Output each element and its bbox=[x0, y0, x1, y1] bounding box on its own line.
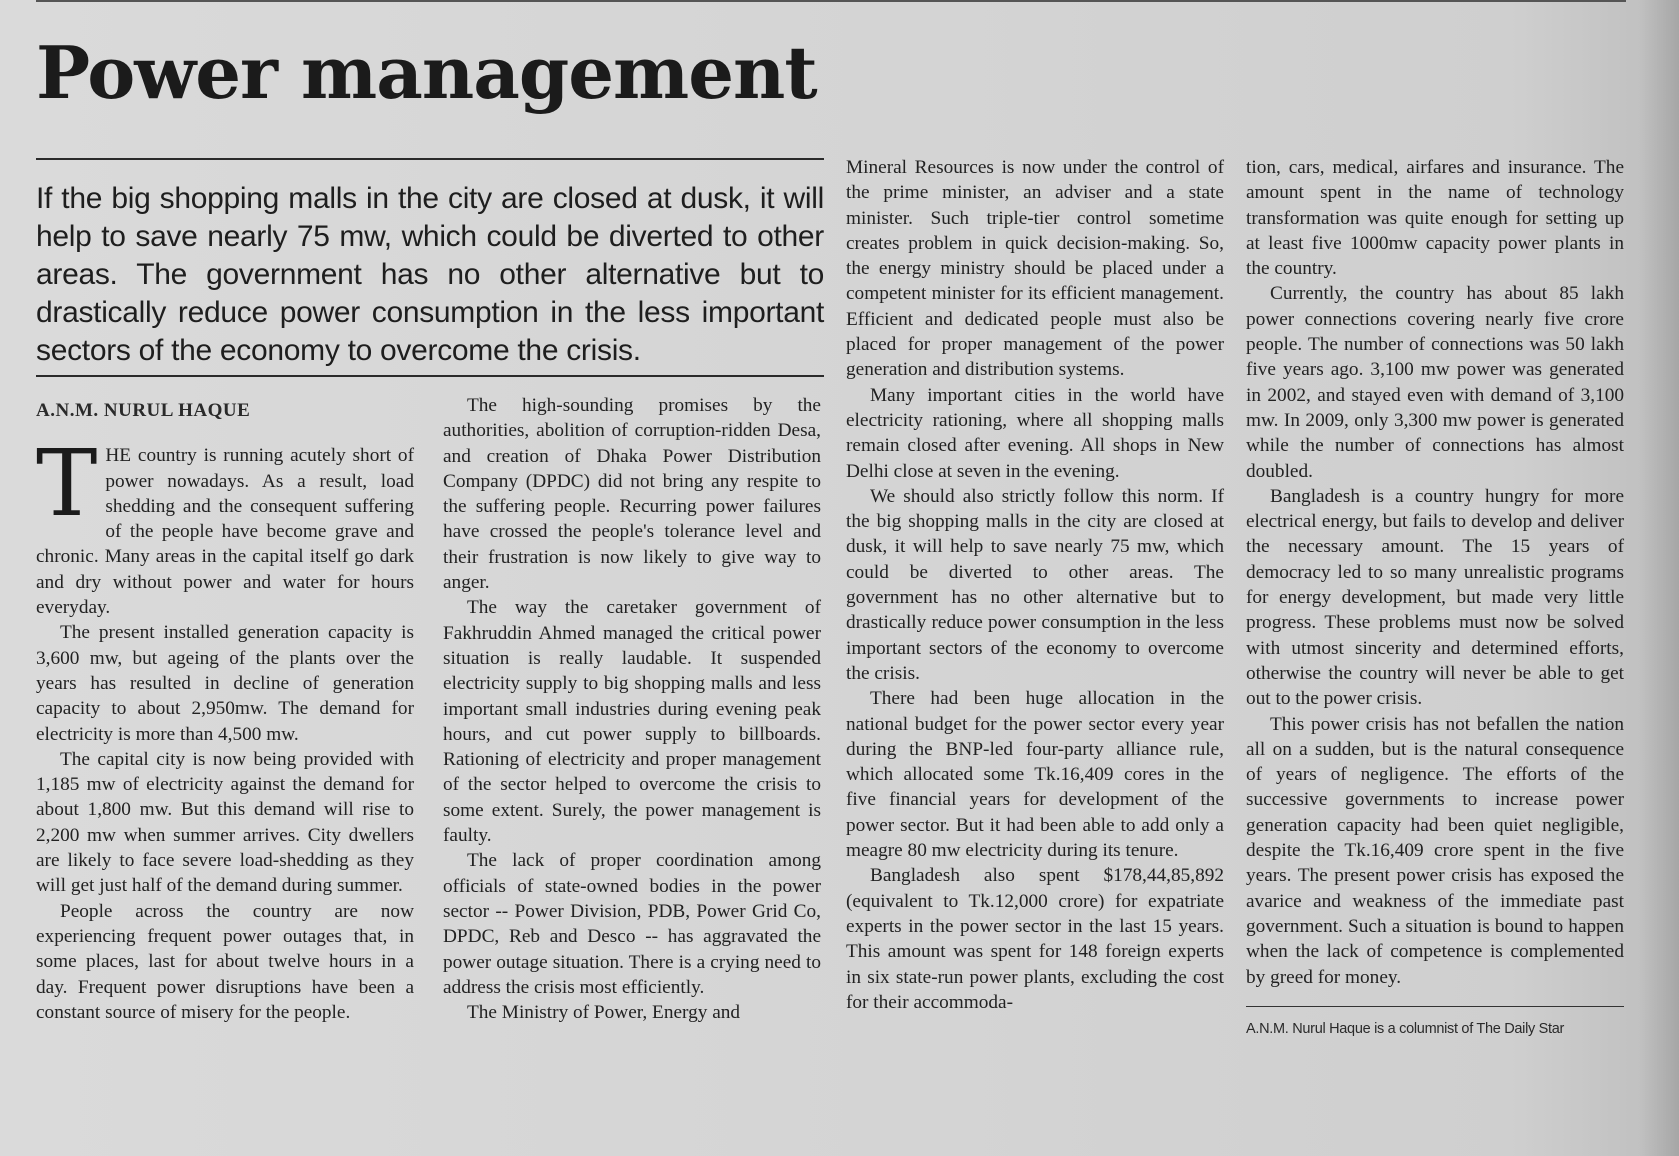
author-note: A.N.M. Nurul Haque is a columnist of The Daily Star bbox=[1246, 1020, 1565, 1037]
article-column-1 bbox=[36, 398, 414, 1025]
drop-cap: T bbox=[36, 430, 98, 538]
byline: A.N.M. NURUL HAQUE bbox=[36, 400, 251, 421]
paragraph: The lack of proper coordination among officials of state-owned bodies in the power sector -- Power Division, PDB, Power Grid Co, DPDC, Reb and Desco -- has aggravated the power outage situation. There is a crying need to address the crisis most efficiently. bbox=[443, 850, 821, 998]
paragraph: There had been huge allocation in the national budget for the power sector every year during the BNP-led four-party alliance rule, which allocated some Tk.16,409 cores in the five financial years for development of the power sector. But it had been able to add only a meagre 80 mw electricity during its tenure. bbox=[846, 688, 1224, 862]
paragraph: We should also strictly follow this norm. If the big shopping malls in the city are closed at dusk, it will help to save nearly 75 mw, which could be diverted to other areas. The government has no other alternative but to drastically reduce power consumption in the less important sectors of the economy to overcome the crisis. bbox=[846, 485, 1224, 684]
article-deck: If the big shopping malls in the city are closed at dusk, it will help to save nearly 75 mw, which could be diverted to other areas. The government has no other alternative but to drastically reduce power consumption in the less important sectors of the economy to overcome the crisis. bbox=[36, 182, 824, 367]
paragraph: Currently, the country has about 85 lakh power connections covering nearly five crore people. The number of connections was 50 lakh five years ago. 3,100 mw power was generated in 2002, and stayed even with demand of 3,100 mw. In 2009, only 3,300 mw power is generated while the number of connections has almost doubled. bbox=[1246, 283, 1624, 482]
author-note-rule bbox=[1246, 1006, 1624, 1007]
article-headline: Power management bbox=[36, 30, 817, 115]
deck-top-rule bbox=[36, 158, 824, 160]
paragraph: The way the caretaker government of Fakhruddin Ahmed managed the critical power situation is really laudable. It suspended electricity supply to big shopping malls and less important small industries during evening peak hours, and cut power supply to billboards. Rationing of electricity and proper management of the sector helped to overcome the crisis to some extent. Surely, the power management is faulty. bbox=[443, 597, 821, 847]
paragraph: The high-sounding promises by the authorities, abolition of corruption-ridden Desa, and creation of Dhaka Power Distribution Company (DPDC) did not bring any respite to the suffering people. Recurring power failures have crossed the people's tolerance level and their frustration is now likely to give way to anger. bbox=[443, 395, 821, 594]
paragraph: The Ministry of Power, Energy and bbox=[467, 1002, 741, 1024]
top-rule bbox=[36, 0, 1626, 2]
paragraph: Mineral Resources is now under the control of the prime minister, an adviser and a state minister. Such triple-tier control sometime creates problem in quick decision-making. So, the energy ministry should be placed under a competent minister for its efficient management. Efficient and dedicated people must also be placed for proper management of the power generation and distribution systems. bbox=[846, 157, 1224, 381]
paragraph: People across the country are now experiencing frequent power outages that, in some places, last for about twelve hours in a day. Frequent power disruptions have been a constant source of misery for the people. bbox=[36, 900, 414, 1023]
paragraph: Many important cities in the world have electricity rationing, where all shopping malls remain closed after evening. All shops in New Delhi close at seven in the evening. bbox=[846, 384, 1224, 482]
article-column-3 bbox=[846, 155, 1224, 1015]
paragraph: The present installed generation capacity is 3,600 mw, but ageing of the plants over the years has resulted in decline of generation capacity to about 2,950mw. The demand for electricity is more than 4,500 mw. bbox=[36, 622, 414, 745]
paragraph: This power crisis has not befallen the nation all on a sudden, but is the natural consequence of years of negligence. The efforts of the successive governments to increase power generation capacity had been quiet negligible, despite the Tk.16,409 crore spent in the five years. The present power crisis has exposed the avarice and weakness of the immediate past government. Such a situation is bound to happen when the lack of competence is complemented by greed for money. bbox=[1246, 713, 1624, 988]
paragraph: tion, cars, medical, airfares and insurance. The amount spent in the name of technology transformation was quite enough for setting up at least five 1000mw capacity power plants in the country. bbox=[1246, 157, 1624, 280]
article-column-4 bbox=[1246, 155, 1624, 1042]
page-edge-shadow bbox=[1639, 0, 1679, 1156]
article-column-2 bbox=[443, 393, 821, 1025]
deck-bottom-rule bbox=[36, 375, 824, 377]
paragraph: Bangladesh is a country hungry for more electrical energy, but fails to develop and deliver the necessary amount. The 15 years of democracy led to so many unrealistic programs for energy development, but made very little progress. These problems must now be solved with utmost sincerity and determined efforts, otherwise the country will never be able to get out to the power crisis. bbox=[1246, 485, 1624, 710]
paragraph: THE country is running acutely short of power nowadays. As a result, load shedding and the consequent suffering of the people have become grave and chronic. Many areas in the capital itself go dark and dry without power and water for hours everyday. bbox=[36, 430, 414, 619]
paragraph: Bangladesh also spent $178,44,85,892 (equivalent to Tk.12,000 crore) for expatriate experts in the power sector in the last 15 years. This amount was spent for 148 foreign experts in six state-run power plants, excluding the cost for their accommoda- bbox=[846, 865, 1224, 1013]
paragraph: The capital city is now being provided with 1,185 mw of electricity against the demand for about 1,800 mw. But this demand will rise to 2,200 mw when summer arrives. City dwellers are likely to face severe load-shedding as they will get just half of the demand during summer. bbox=[36, 748, 414, 897]
